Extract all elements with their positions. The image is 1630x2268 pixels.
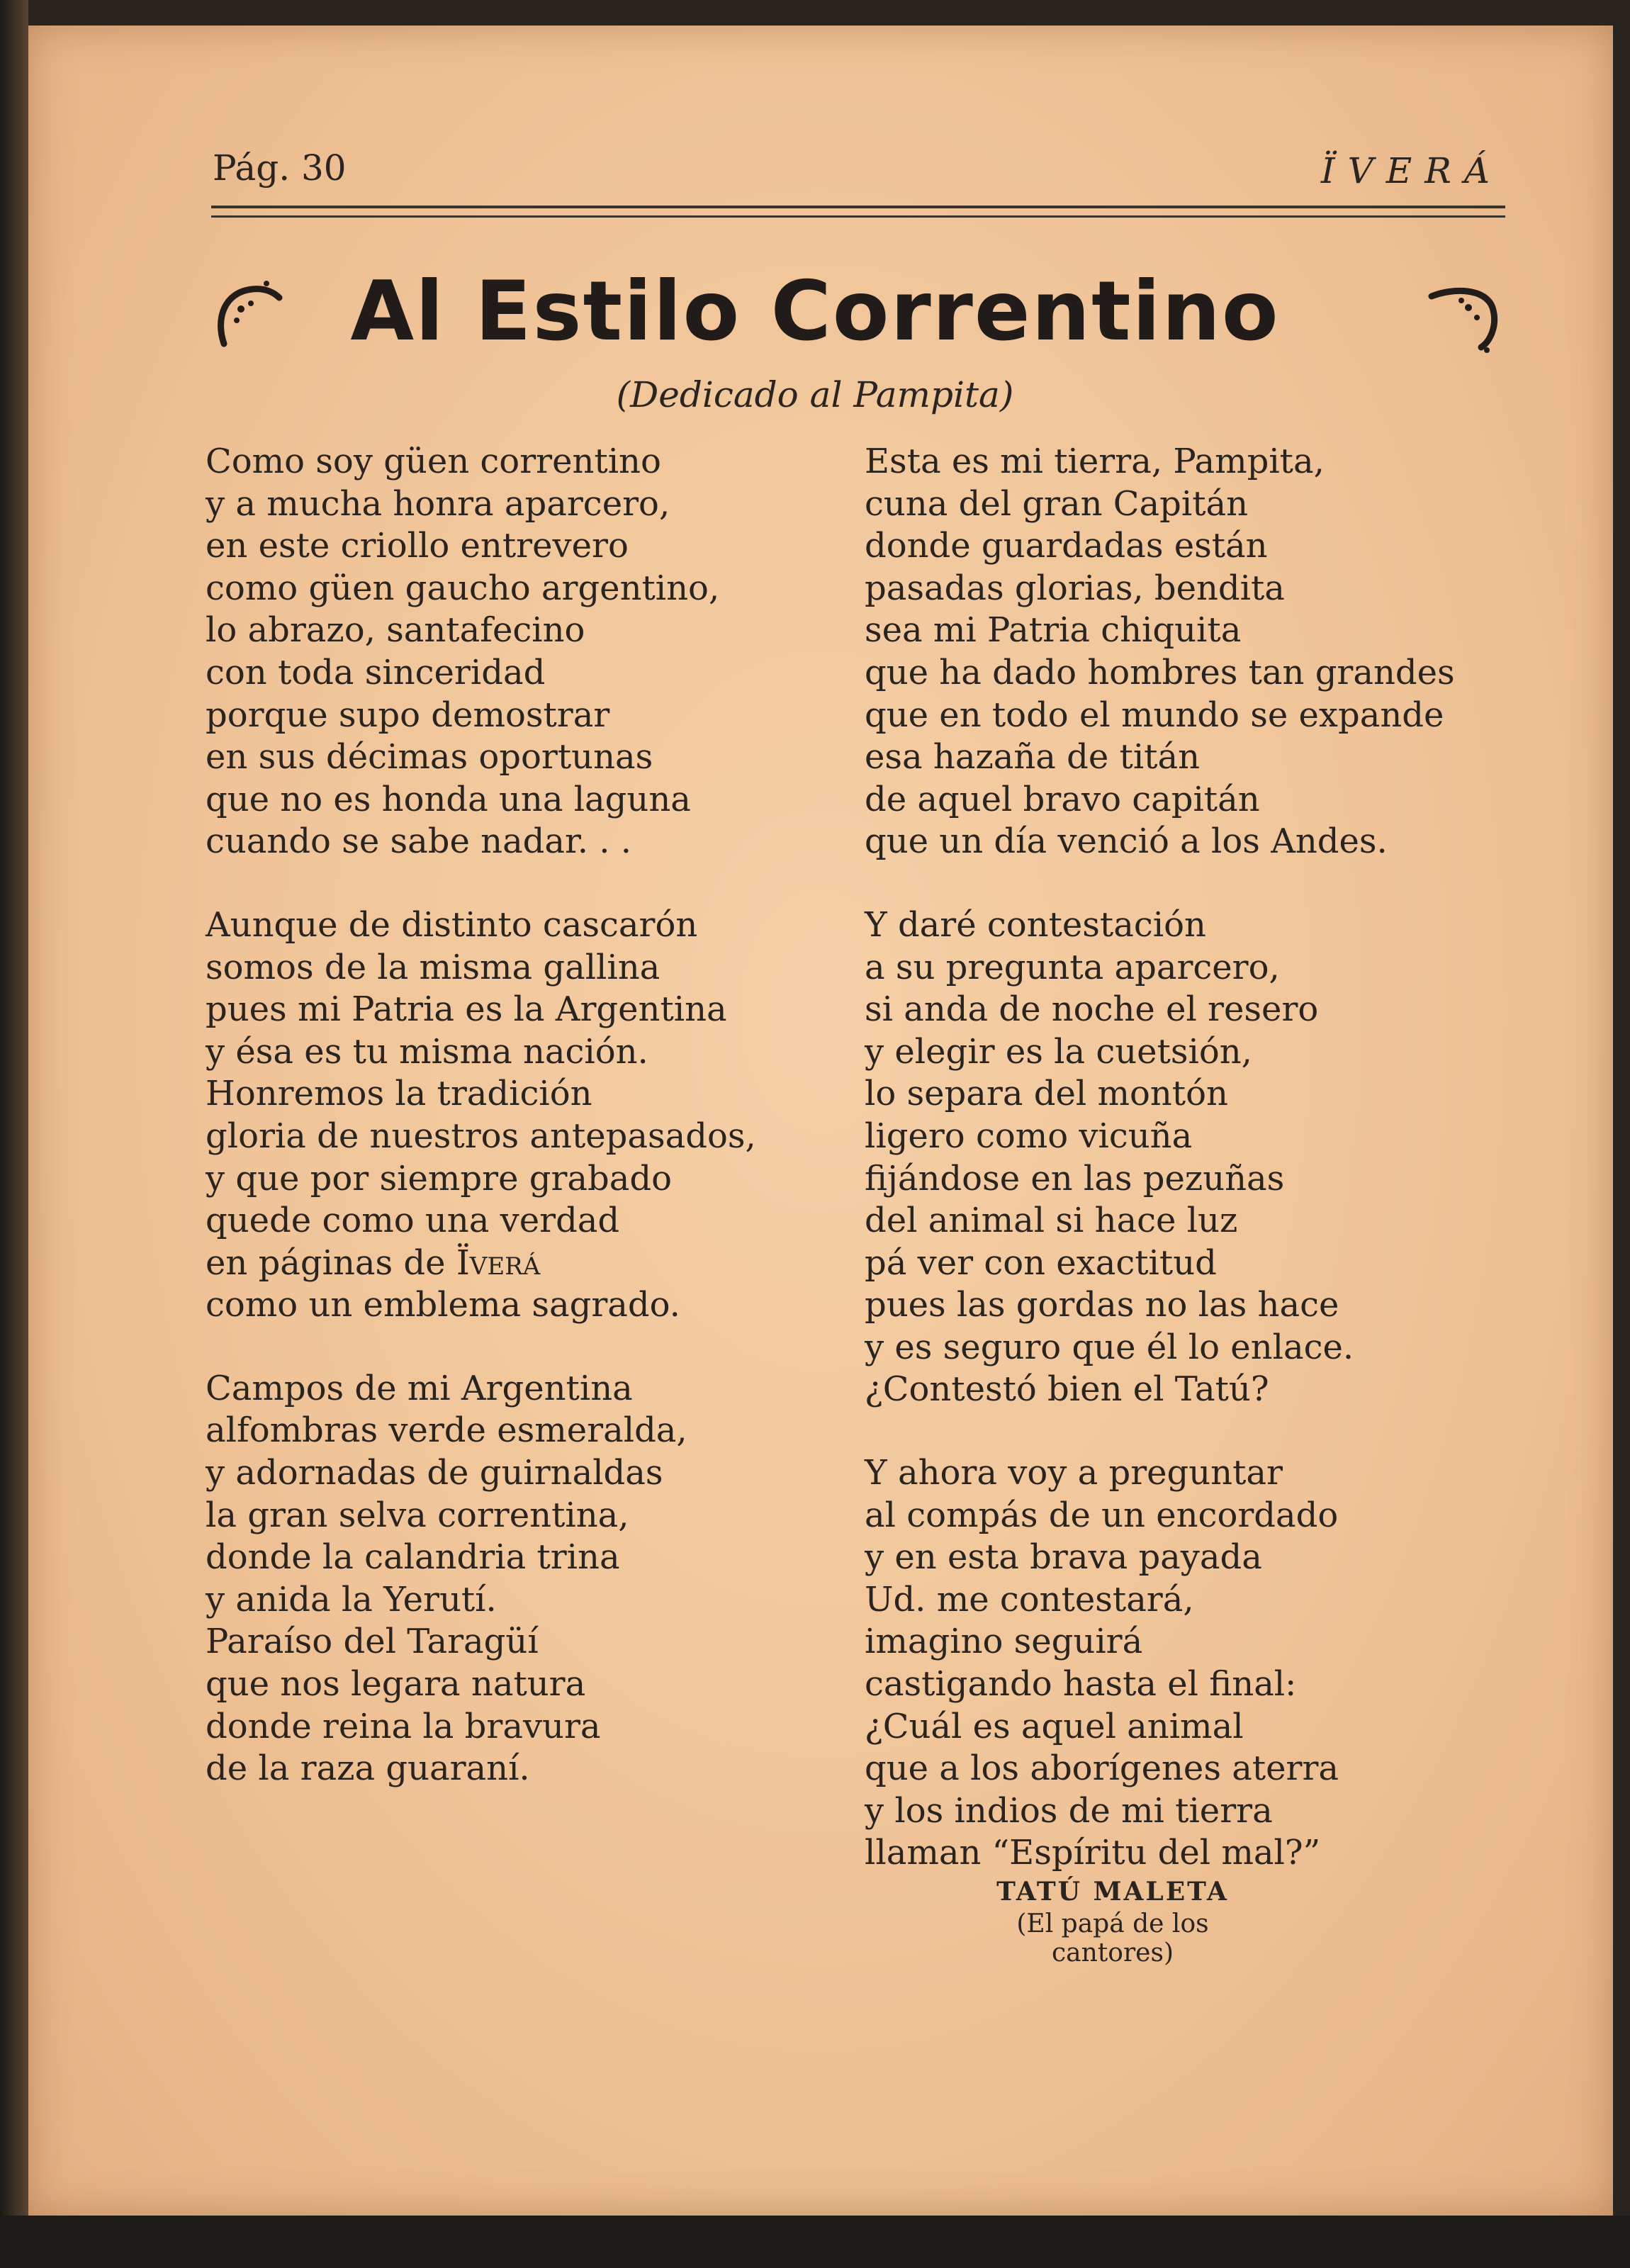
verse-line: Campos de mi Argentina — [206, 1368, 633, 1408]
verse-line: Paraíso del Taragüí — [206, 1622, 539, 1662]
verse-line: donde guardadas están — [865, 526, 1268, 566]
verse-line: y que por siempre grabado — [206, 1158, 673, 1198]
verse-line: y a mucha honra aparcero, — [206, 483, 670, 524]
verse-line: alfombras verde esmeralda, — [206, 1410, 687, 1451]
verse-line: Como soy güen correntino — [206, 442, 661, 481]
verse-line: si anda de noche el resero — [865, 989, 1319, 1030]
verse-line: llaman “Espíritu del mal?” — [865, 1833, 1321, 1873]
author-name: TATÚ MALETA — [996, 1877, 1229, 1907]
verse-line: pasadas glorias, bendita — [865, 568, 1285, 608]
verse-line — [206, 1242, 756, 1285]
verse-line-text: en páginas de — [206, 1242, 446, 1283]
dedication: (Dedicado al Pampita) — [616, 374, 1014, 415]
verse-line: porque supo demostrar — [206, 695, 610, 735]
verse-line: cuando se sabe nadar. . . — [206, 821, 631, 862]
verse-line: que nos legara natura — [206, 1664, 586, 1705]
poem-right-column — [865, 441, 1455, 1875]
page-header — [213, 147, 1502, 197]
verse-line: cuna del gran Capitán — [865, 483, 1249, 524]
verse-line: Y ahora voy a preguntar — [865, 1453, 1283, 1493]
verse-line: como un emblema sagrado. — [206, 1285, 680, 1325]
verse-line: castigando hasta el final: — [865, 1664, 1297, 1705]
verse-line: lo separa del montón — [865, 1074, 1228, 1114]
verse-line: imagino seguirá — [865, 1622, 1143, 1662]
verse-line: y los indios de mi tierra — [865, 1790, 1273, 1831]
header-rule-top — [211, 206, 1505, 208]
verse-line: en este criollo entrevero — [206, 526, 629, 566]
verse-line: que no es honda una laguna — [206, 779, 691, 819]
verse-line: quede como una verdad — [206, 1201, 620, 1241]
verse-line: y en esta brava payada — [865, 1537, 1262, 1578]
author-signature — [964, 1877, 1261, 1967]
verse-line: del animal si hace luz — [865, 1201, 1238, 1241]
verse-line: la gran selva correntina, — [206, 1495, 629, 1535]
verse-line: pues mi Patria es la Argentina — [206, 989, 727, 1030]
verse-line: somos de la misma gallina — [206, 947, 661, 987]
verse-line: que en todo el mundo se expande — [865, 695, 1444, 735]
verse-line: al compás de un encordado — [865, 1495, 1339, 1535]
verse-line: de aquel bravo capitán — [865, 779, 1260, 819]
verse-line: Esta es mi tierra, Pampita, — [865, 442, 1325, 481]
verse-line: a su pregunta aparcero, — [865, 947, 1280, 987]
verse-line: como güen gaucho argentino, — [206, 568, 720, 608]
verse-line: lo abrazo, santafecino — [206, 610, 585, 651]
verse-line: ¿Contestó bien el Tatú? — [865, 1369, 1269, 1410]
verse-line: sea mi Patria chiquita — [865, 610, 1242, 651]
article-title: Al Estilo Correntino — [350, 264, 1280, 359]
author-subtitle: (El papá de los cantores) — [1016, 1909, 1209, 1967]
verse-line: que a los aborígenes aterra — [865, 1748, 1339, 1789]
verse-line: ligero como vicuña — [865, 1116, 1193, 1156]
verse-line: Y daré contestación — [865, 904, 1206, 945]
verse-line: fijándose en las pezuñas — [865, 1158, 1285, 1198]
verse-line: que un día venció a los Andes. — [865, 821, 1388, 862]
verse-line: con toda sinceridad — [206, 652, 546, 692]
verse-line: pues las gordas no las hace — [865, 1285, 1339, 1325]
poem-left-column — [206, 441, 756, 1790]
verse-line: que ha dado hombres tan grandes — [865, 652, 1455, 692]
verse-line: y elegir es la cuetsión, — [865, 1031, 1252, 1072]
page-number: Pág. 30 — [213, 147, 347, 189]
right-ornament-icon — [1424, 276, 1502, 354]
verse-line: donde reina la bravura — [206, 1706, 601, 1746]
verse-line: ¿Cuál es aquel animal — [865, 1706, 1244, 1746]
verse-line: y adornadas de guirnaldas — [206, 1453, 663, 1493]
header-rule-bottom — [211, 215, 1505, 218]
verse-line: Ud. me contestará, — [865, 1579, 1194, 1619]
verse-line: y es seguro que él lo enlace. — [865, 1327, 1354, 1367]
verse-line: Aunque de distinto cascarón — [206, 904, 698, 945]
verse-line: y anida la Yerutí. — [206, 1579, 497, 1619]
verse-line: esa hazaña de titán — [865, 737, 1200, 777]
verse-line: Honremos la tradición — [206, 1074, 592, 1114]
verse-line: de la raza guaraní. — [206, 1748, 530, 1789]
magazine-reference: Ïverá — [456, 1242, 541, 1283]
magazine-name: ÏVERÁ — [1320, 150, 1502, 191]
verse-line: y ésa es tu misma nación. — [206, 1031, 648, 1072]
page-bottom-edge — [0, 2216, 1630, 2268]
verse-line: donde la calandria trina — [206, 1537, 620, 1578]
verse-line: en sus décimas oportunas — [206, 737, 653, 777]
verse-line: gloria de nuestros antepasados, — [206, 1116, 756, 1156]
verse-line: pá ver con exactitud — [865, 1242, 1217, 1283]
